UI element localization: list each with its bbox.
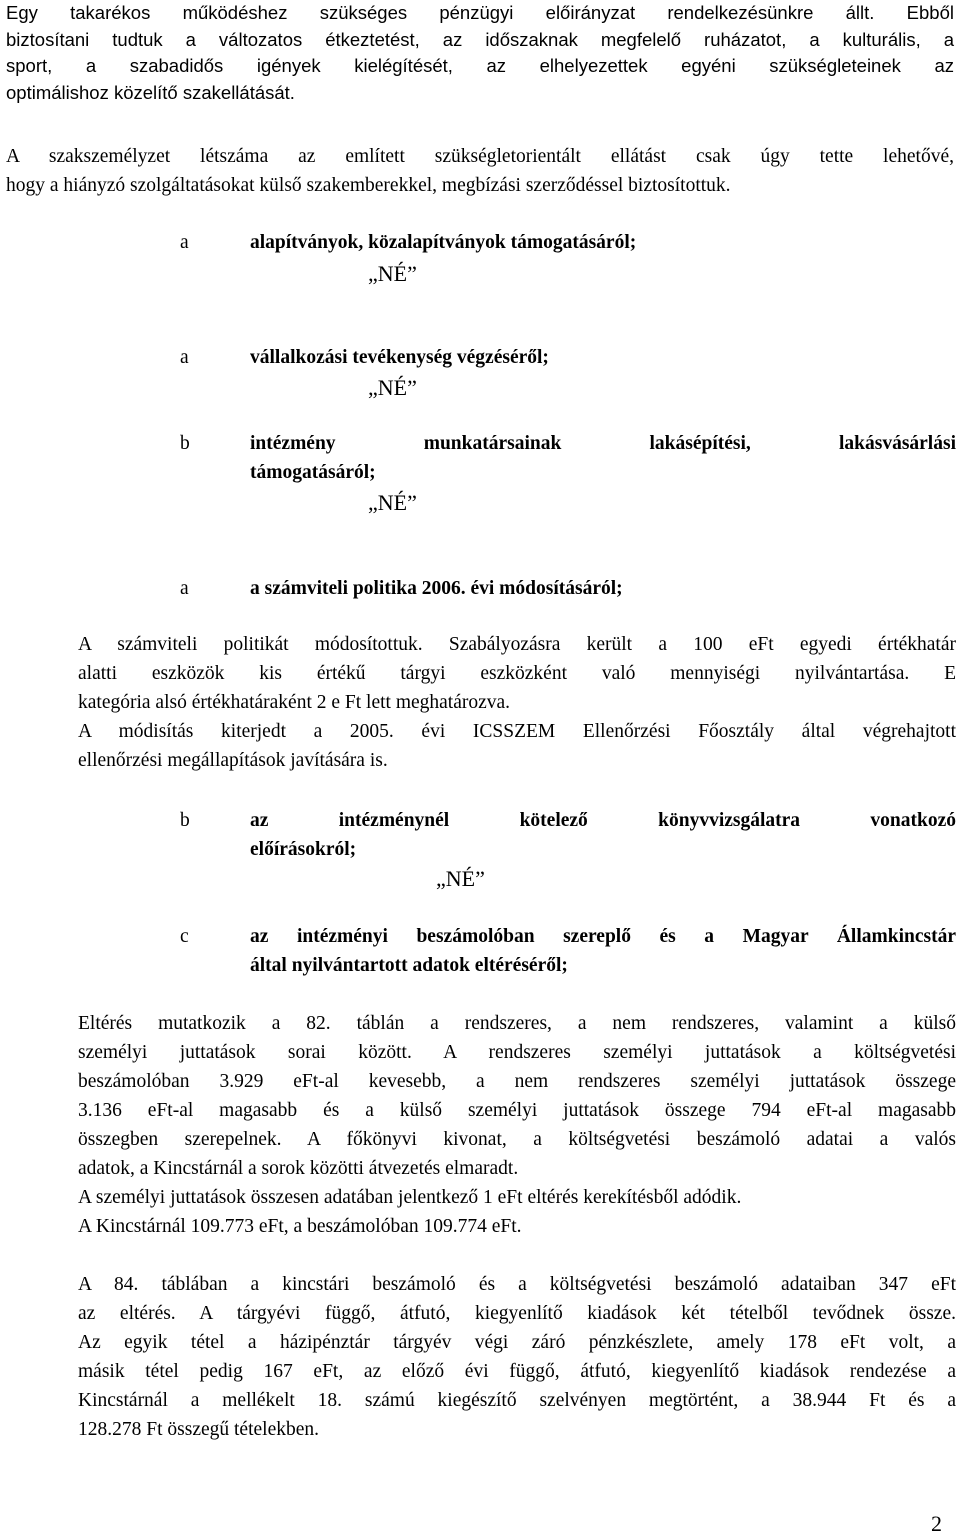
item-text: által nyilvántartott adatok eltéréséről;	[250, 955, 568, 976]
difference-line: adatok, a Kincstárnál a sorok közötti átvezetés elmaradt.	[78, 1158, 519, 1179]
policy-line: ellenőrzési megállapítások javítására is.	[78, 750, 388, 771]
list-item	[180, 429, 956, 489]
table84-line: Az egyik tétel a házipénztár tárgyév végi záró pénzkészlete, amely 178 eFt volt, a	[78, 1332, 956, 1353]
item-text: intézmény munkatársainak lakásépítési, lakásvásárlási	[250, 433, 956, 454]
intro-line: sport, a szabadidős igények kielégítését, az elhelyezettek egyéni szükségleteinek az	[6, 55, 954, 76]
item-text: támogatásáról;	[250, 462, 376, 483]
staff-line: A szakszemélyzet létszáma az említett szükségletorientált ellátást csak úgy tette lehetővé,	[6, 146, 954, 167]
difference-paragraph	[78, 1009, 956, 1241]
ne-marker: „NÉ”	[436, 866, 485, 891]
ne-marker: „NÉ”	[368, 261, 417, 286]
item-letter: a	[180, 578, 189, 599]
item-text: előírásokról;	[250, 839, 357, 860]
policy-paragraph	[78, 630, 956, 775]
difference-line: személyi juttatások sorai között. A rendszeres személyi juttatások a költségvetési	[78, 1042, 956, 1063]
difference-line: beszámolóban 3.929 eFt-al kevesebb, a nem rendszeres személyi juttatások összege	[78, 1071, 956, 1092]
item-text: vállalkozási tevékenység végzéséről;	[250, 347, 549, 368]
difference-line: A személyi juttatások összesen adatában jelentkező 1 eFt eltérés kerekítésből adódik.	[78, 1187, 742, 1208]
difference-line: Eltérés mutatkozik a 82. táblán a rendszeres, a nem rendszeres, valamint a külső	[78, 1013, 956, 1034]
item-letter: b	[180, 433, 190, 454]
intro-line: optimálishoz közelítő szakellátását.	[6, 81, 295, 103]
list-item	[180, 574, 956, 604]
staff-paragraph	[6, 142, 954, 200]
ne-marker: „NÉ”	[368, 490, 417, 515]
difference-line: összegben szerepelnek. A főkönyvi kivonat, a költségvetési beszámoló adatai a valós	[78, 1129, 956, 1150]
list-item	[180, 343, 956, 373]
list-item	[180, 806, 956, 866]
table84-paragraph	[78, 1270, 956, 1444]
policy-line: A módisítás kiterjedt a 2005. évi ICSSZEM Ellenőrzési Főosztály által végrehajtott	[78, 721, 956, 742]
difference-line: 3.136 eFt-al magasabb és a külső személyi juttatások összege 794 eFt-al magasabb	[78, 1100, 956, 1121]
intro-line: Egy takarékos működéshez szükséges pénzügyi előirányzat rendelkezésünkre állt. Ebből	[6, 2, 954, 23]
item-text: a számviteli politika 2006. évi módosításáról;	[250, 578, 623, 599]
item-letter: b	[180, 810, 190, 831]
policy-line: kategória alsó értékhatáraként 2 e Ft lett meghatározva.	[78, 692, 511, 713]
intro-line: biztosítani tudtuk a változatos étkeztetést, az időszaknak megfelelő ruházatot, a kulturális, a	[6, 28, 954, 50]
staff-line: hogy a hiányzó szolgáltatásokat külső szakemberekkel, megbízási szerződéssel biztosítottuk.	[6, 175, 731, 196]
ne-marker: „NÉ”	[368, 375, 417, 400]
table84-line: A 84. táblában a kincstári beszámoló és a költségvetési beszámoló adataiban 347 eFt	[78, 1274, 956, 1295]
item-text: alapítványok, közalapítványok támogatásáról;	[250, 232, 637, 253]
table84-line: az eltérés. A tárgyévi függő, átfutó, kiegyenlítő kiadások két tételből tevődnek össze.	[78, 1303, 956, 1324]
intro-paragraph	[6, 0, 954, 106]
item-letter: a	[180, 232, 189, 253]
item-text: az intézményi beszámolóban szereplő és a Magyar Államkincstár	[250, 926, 956, 947]
table84-line: 128.278 Ft összegű tételekben.	[78, 1419, 319, 1440]
table84-line: másik tétel pedig 167 eFt, az előző évi függő, átfutó, kiegyenlítő kiadások rendezése a	[78, 1361, 956, 1382]
item-letter: c	[180, 926, 189, 947]
list-item	[180, 228, 956, 258]
table84-line: Kincstárnál a mellékelt 18. számú kiegészítő szelvényen megtörtént, a 38.944 Ft és a	[78, 1390, 956, 1411]
item-letter: a	[180, 347, 189, 368]
list-item	[180, 922, 956, 982]
difference-line: A Kincstárnál 109.773 eFt, a beszámolóban 109.774 eFt.	[78, 1216, 522, 1237]
page-number: 2	[931, 1511, 942, 1536]
policy-line: A számviteli politikát módosítottuk. Szabályozásra került a 100 eFt egyedi értékhatár	[78, 634, 956, 655]
policy-line: alatti eszközök kis értékű tárgyi eszközként való mennyiségi nyilvántartása. E	[78, 663, 956, 684]
item-text: az intézménynél kötelező könyvvizsgálatra vonatkozó	[250, 810, 956, 831]
